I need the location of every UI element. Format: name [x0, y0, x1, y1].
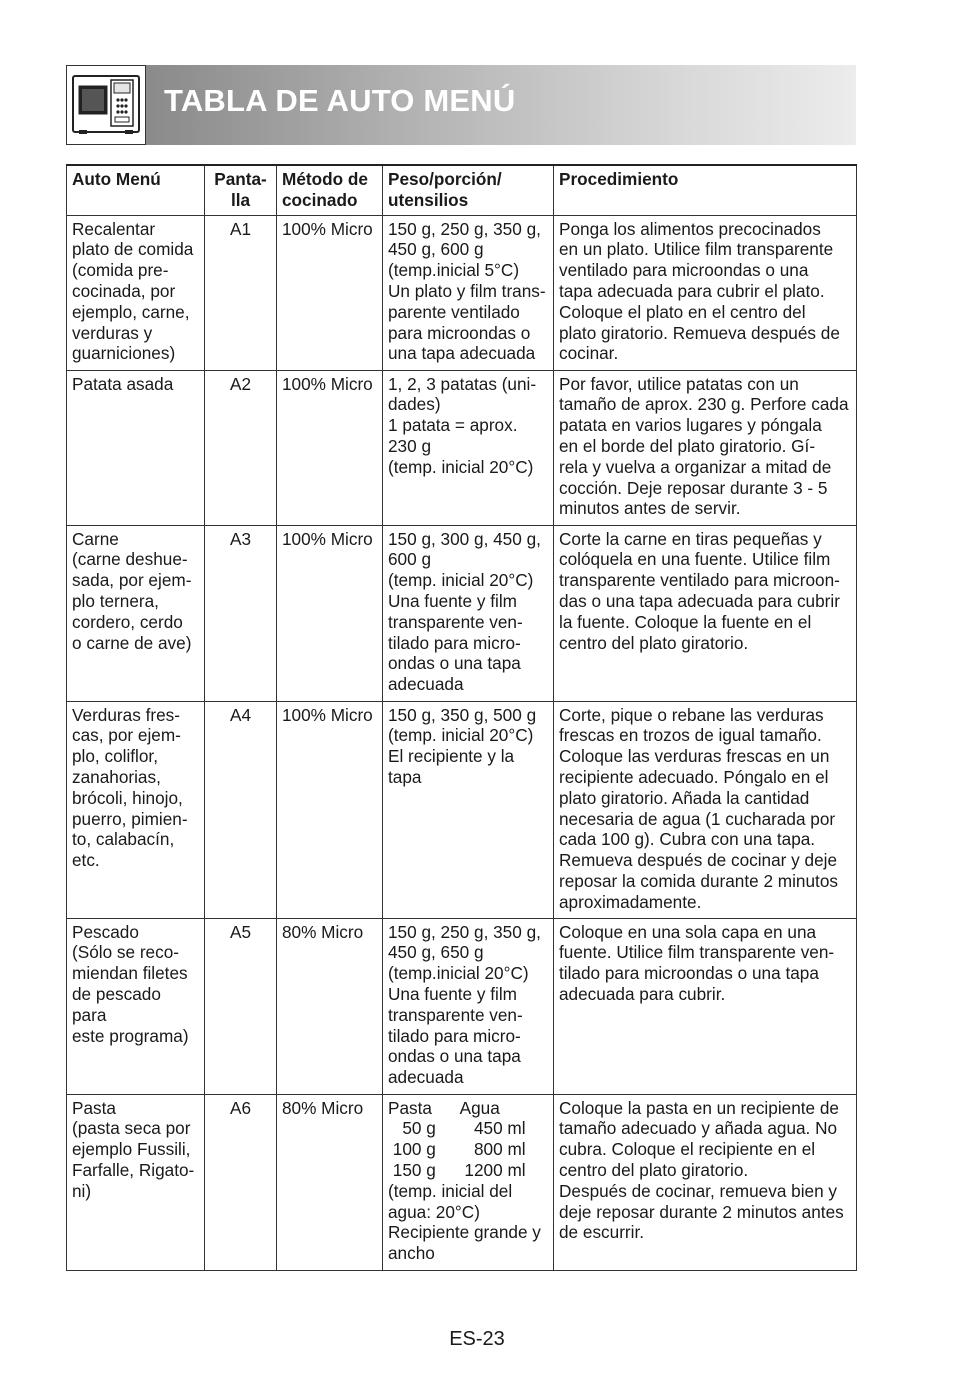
page-number: ES-23	[449, 1328, 505, 1350]
cell-method: 100% Micro	[277, 525, 383, 701]
cell-method: 80% Micro	[277, 1094, 383, 1270]
cell-method: 100% Micro	[277, 370, 383, 525]
microwave-icon	[66, 65, 146, 145]
cell-menu: Verduras fres- cas, por ejem- plo, coliflor, zanahorias, brócoli, hinojo, puerro, pimien- to, calabacín, etc.	[67, 701, 205, 918]
table-row	[67, 701, 857, 918]
cell-procedure: Por favor, utilice patatas con un tamaño de aprox. 230 g. Perfore cada patata en varios lugares y póngala en el borde del plato giratorio. Gí- rela y vuelva a organizar a mitad de cocción. Deje reposar durante 3 - 5 minutos antes de servir.	[554, 370, 857, 525]
cell-method: 100% Micro	[277, 701, 383, 918]
table-row	[67, 1094, 857, 1270]
cell-display: A6	[205, 1094, 277, 1270]
column-header-display: Panta- lla	[205, 165, 277, 215]
cell-menu: Carne (carne deshue- sada, por ejem- plo ternera, cordero, cerdo o carne de ave)	[67, 525, 205, 701]
cell-procedure: Coloque en una sola capa en una fuente. Utilice film transparente ven- tilado para microondas o una tapa adecuada para cubrir.	[554, 918, 857, 1094]
column-header-weight: Peso/porción/ utensilios	[383, 165, 554, 215]
cell-method: 80% Micro	[277, 918, 383, 1094]
cell-procedure: Corte la carne en tiras pequeñas y colóquela en una fuente. Utilice film transparente ventilado para microon- das o una tapa adecuada para cubrir la fuente. Coloque la fuente en el centro del plato giratorio.	[554, 525, 857, 701]
column-header-auto-menu: Auto Menú	[67, 165, 205, 215]
auto-menu-table	[66, 164, 857, 1271]
pasta-weight-notes: (temp. inicial del agua: 20°C) Recipiente grande y ancho	[388, 1180, 541, 1264]
title-bar	[146, 65, 856, 145]
cell-weight: 150 g, 250 g, 350 g, 450 g, 600 g (temp.inicial 5°C) Un plato y film trans- parente ventilado para microondas o una tapa adecuada	[383, 215, 554, 370]
cell-weight: 150 g, 250 g, 350 g, 450 g, 650 g (temp.inicial 20°C) Una fuente y film transparente ven- tilado para micro- ondas o una tapa adecuada	[383, 918, 554, 1094]
column-header-method: Método de cocinado	[277, 165, 383, 215]
cell-weight: 150 g, 350 g, 500 g (temp. inicial 20°C) El recipiente y la tapa	[383, 701, 554, 918]
cell-procedure: Ponga los alimentos precocinados en un plato. Utilice film transparente ventilado para microondas o una tapa adecuada para cubrir el plato. Coloque el plato en el centro del plato giratorio. Remueva después de cocinar.	[554, 215, 857, 370]
cell-procedure: Coloque la pasta en un recipiente de tamaño adecuado y añada agua. No cubra. Coloque el recipiente en el centro del plato giratorio. Después de cocinar, remueva bien y deje reposar durante 2 minutos antes de escurrir.	[554, 1094, 857, 1270]
pasta-water-table: Pasta Agua 50 g 450 ml 100 g 800 ml 150 g 1200 ml	[388, 1097, 526, 1180]
table-row	[67, 525, 857, 701]
table-row	[67, 370, 857, 525]
cell-weight	[383, 1094, 554, 1270]
table-header-row	[67, 165, 857, 215]
table-row	[67, 215, 857, 370]
cell-weight: 1, 2, 3 patatas (uni- dades) 1 patata = aprox. 230 g (temp. inicial 20°C)	[383, 370, 554, 525]
cell-menu: Pasta (pasta seca por ejemplo Fussili, Farfalle, Rigato- ni)	[67, 1094, 205, 1270]
section-header	[66, 65, 856, 145]
cell-method: 100% Micro	[277, 215, 383, 370]
cell-procedure: Corte, pique o rebane las verduras frescas en trozos de igual tamaño. Coloque las verduras frescas en un recipiente adecuado. Póngalo en el plato giratorio. Añada la cantidad necesaria de agua (1 cucharada por cada 100 g). Cubra con una tapa. Remueva después de cocinar y deje reposar la comida durante 2 minutos aproximadamente.	[554, 701, 857, 918]
column-header-procedure: Procedimiento	[554, 165, 857, 215]
cell-menu: Recalentar plato de comida (comida pre- cocinada, por ejemplo, carne, verduras y guarniciones)	[67, 215, 205, 370]
cell-weight: 150 g, 300 g, 450 g, 600 g (temp. inicial 20°C) Una fuente y film transparente ven- tilado para micro- ondas o una tapa adecuada	[383, 525, 554, 701]
table-row	[67, 918, 857, 1094]
cell-menu: Pescado (Sólo se reco- miendan filetes de pescado para este programa)	[67, 918, 205, 1094]
cell-display: A2	[205, 370, 277, 525]
cell-display: A1	[205, 215, 277, 370]
cell-display: A4	[205, 701, 277, 918]
cell-menu: Patata asada	[67, 370, 205, 525]
cell-display: A3	[205, 525, 277, 701]
page-title: TABLA DE AUTO MENÚ	[164, 83, 516, 118]
cell-display: A5	[205, 918, 277, 1094]
